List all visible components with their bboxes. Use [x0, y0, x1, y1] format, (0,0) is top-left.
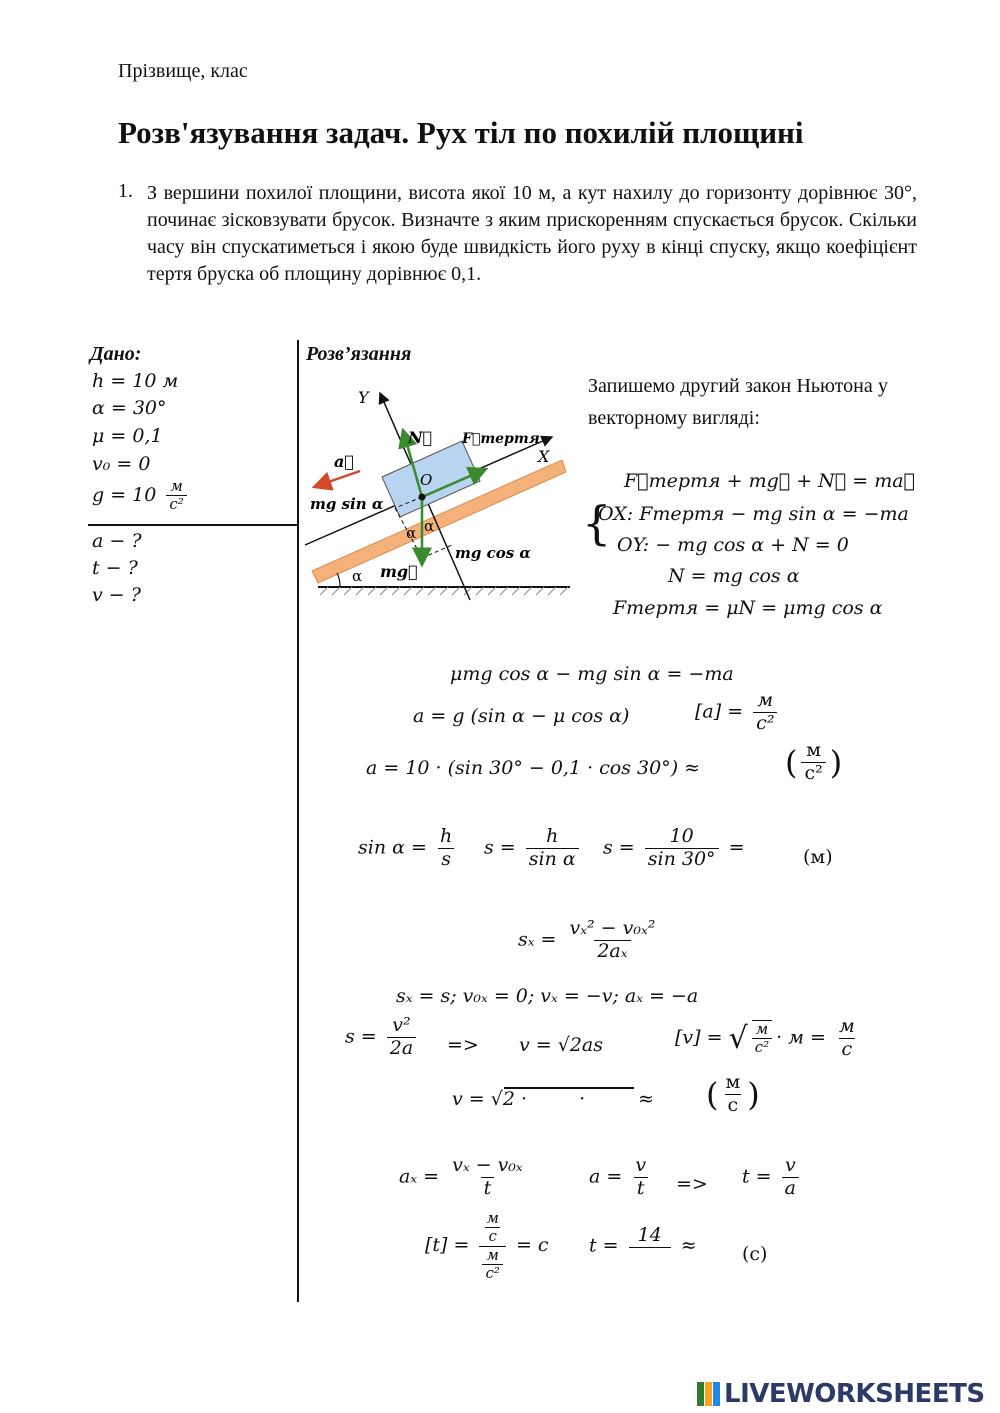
eq-n: N = mg cos α — [668, 565, 800, 587]
eq-s-formula: s = $\frac{h}{\text{sin α}}$ — [484, 826, 583, 871]
eq-t-formula: t = $\frac{v}{a}$ — [742, 1155, 803, 1200]
implies-2: => — [676, 1173, 708, 1195]
diagram-alpha-2: α — [424, 517, 435, 535]
eq-a-calc: a = 10 · (sin 30° − 0,1 · cos 30°) ≈ — [366, 757, 701, 779]
vertical-divider — [297, 340, 299, 1302]
eq-a-vt: a = $\frac{v}{t}$ — [589, 1154, 647, 1199]
diagram-mgcos-label: mg cos α — [455, 544, 531, 562]
eq-combined: μmg cos α − mg sin α = −ma — [450, 663, 734, 685]
given-g — [92, 478, 191, 514]
eq-a-calc-unit: ( $\frac{м}{\text{с²}}$ ) — [785, 739, 843, 784]
eq-s-v2: s = $\frac{\text{v²}}{2a}$ — [345, 1015, 420, 1060]
implies-1: => — [447, 1034, 479, 1056]
eq-v-unit-paren: ( $\frac{м}{с}$ ) — [706, 1071, 760, 1116]
page-title: Розв'язування задач. Рух тіл по похилій площині — [118, 115, 804, 150]
given-v0: v₀ = 0 — [92, 453, 151, 475]
eq-t-unit: [t] = $\frac{\frac{м}{с}}{\frac{м}{\text{с²}}}$ = с — [425, 1209, 549, 1282]
approx-v: ≈ — [638, 1088, 654, 1110]
eq-friction: Fтертя = μN = μmg cos α — [613, 597, 883, 619]
problem-text: З вершини похилої площини, висота якої 10 м, а кут нахилу до горизонту дорівнює 30°, починає зісковзувати брусок. Визначте з яким прискоренням спускається брусок. Скільки часу він спускатиметься і якою буде швидкість його руху в кінці спуску, якщо коефіцієнт тертя бруска об площину дорівнює 0,1. — [147, 182, 917, 285]
diagram-x-label: X — [538, 447, 550, 466]
given-h: h = 10 м — [92, 370, 179, 392]
diagram-mgsin-label: mg sin α — [310, 495, 384, 513]
eq-v-formula: v = √2as — [519, 1034, 604, 1056]
unknown-a: a − ? — [92, 530, 142, 552]
eq-substitutions: sₓ = s; v₀ₓ = 0; vₓ = −v; aₓ = −a — [396, 985, 699, 1007]
diagram-n-label: N⃗ — [408, 428, 433, 447]
given-divider — [88, 524, 298, 526]
diagram-y-label: Y — [358, 388, 369, 407]
diagram-friction-label: F⃗тертя — [462, 431, 540, 447]
inclined-plane-diagram — [300, 375, 580, 610]
diagram-alpha-1: α — [406, 524, 417, 542]
eq-t-calc: t = 14 ≈ — [589, 1225, 697, 1268]
diagram-alpha-base: α — [352, 567, 363, 585]
unit-m-label: (м) — [803, 846, 833, 868]
problem-number: 1. — [118, 180, 133, 202]
eq-s-calc: s = $\frac{10}{\sin 30^\circ}$ = — [603, 825, 745, 870]
diagram-a-label: a⃗ — [334, 452, 354, 471]
unit-s-label: (с) — [742, 1243, 768, 1265]
eq-vector: F⃗тертя + mg⃗ + N⃗ = ma⃗ — [624, 470, 915, 492]
given-mu: μ = 0,1 — [92, 425, 163, 447]
solution-heading: Розв’язання — [306, 343, 412, 365]
eq-sx: sₓ = $\frac{\text{vₓ² − v₀ₓ²}}{\text{2aₓ}}$ — [518, 917, 656, 962]
unknown-v: v − ? — [92, 584, 141, 606]
newton-intro: Запишемо другий закон Ньютона у векторному вигляді: — [588, 375, 888, 429]
given-g-value: g = 10 — [92, 483, 157, 506]
liveworksheets-watermark — [697, 1379, 985, 1409]
watermark-text: LIVEWORKSHEETS — [724, 1379, 985, 1409]
eq-a-unit: [a] = $\frac{м}{\text{с²}}$ — [695, 690, 781, 735]
name-class-label: Прізвище, клас — [118, 60, 248, 82]
eq-ax: aₓ = $\frac{\text{vₓ − v₀ₓ}}{t}$ — [399, 1154, 523, 1199]
given-alpha: α = 30° — [92, 397, 167, 419]
eq-v-calc: v = √2 · · — [452, 1088, 586, 1110]
eq-v-unit: [v] = √ $\frac{м}{\text{с²}}$ · м = $\frac{м}{с}$ — [675, 1015, 855, 1060]
eq-sin-def: sin α = $\frac{h}{s}$ — [358, 825, 453, 870]
given-heading: Дано: — [90, 343, 142, 365]
diagram-o-label: O — [420, 471, 433, 489]
eq-oy: OY: − mg cos α + N = 0 — [617, 534, 849, 556]
given-g-unit: $\frac{м}{\text{с²}}$ — [166, 478, 186, 514]
v-calc-overline — [504, 1087, 634, 1089]
diagram-mg-label: mg⃗ — [380, 562, 418, 581]
eq-ox: OX: Fтертя − mg sin α = −ma — [598, 503, 909, 525]
unknown-t: t − ? — [92, 557, 138, 579]
eq-a-formula: a = g (sin α − μ cos α) — [413, 705, 630, 727]
system-brace: { — [582, 496, 612, 550]
liveworksheets-logo-icon — [697, 1382, 721, 1406]
